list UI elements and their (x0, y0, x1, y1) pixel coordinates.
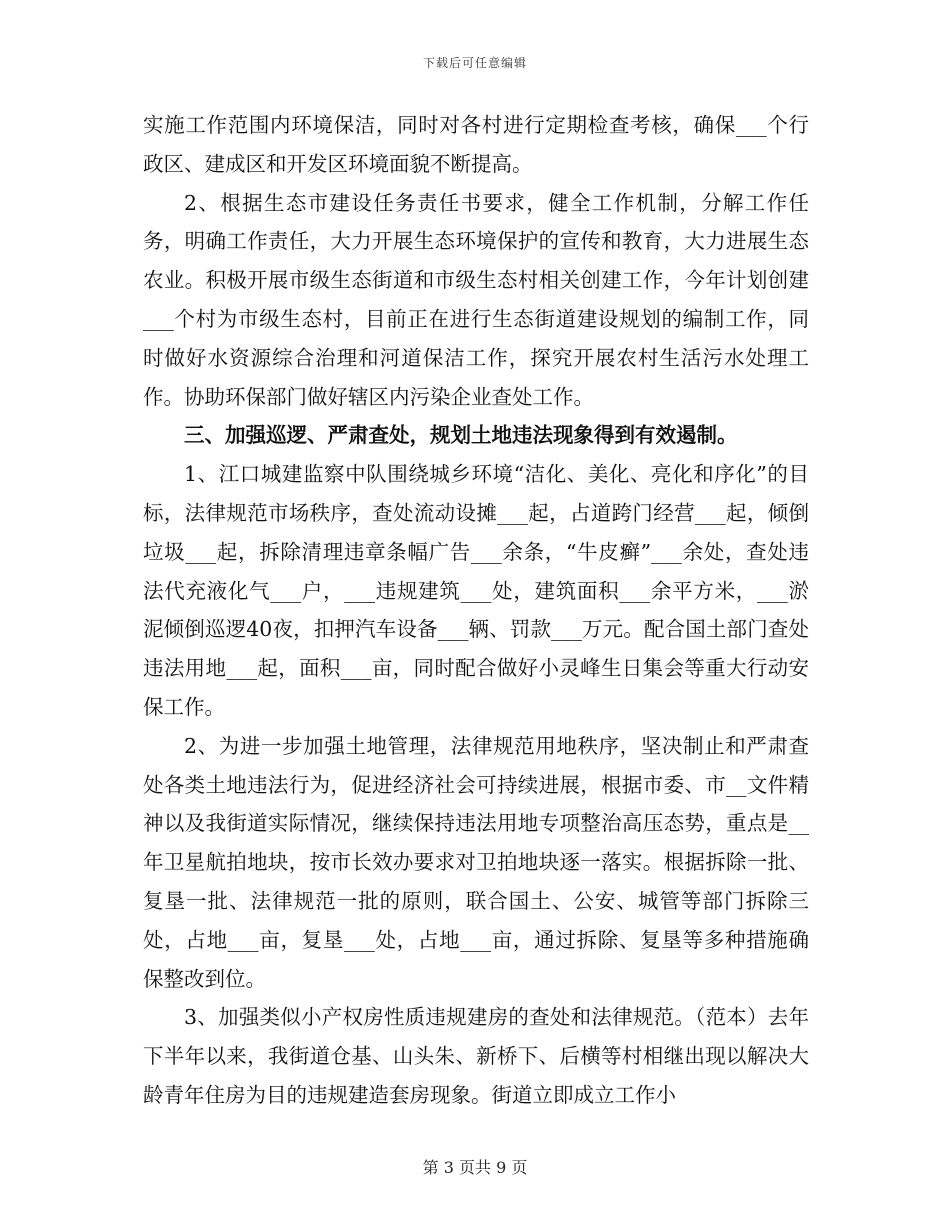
page-header: 下载后可任意编辑 (422, 56, 527, 70)
section-heading-three: 三、加强巡逻、严肃查处，规划土地违法现象得到有效遏制。 (184, 423, 738, 448)
paragraph-item-3-housing: 3、加强类似小产权房性质违规建房的查处和法律规范。（范本）去年下半年以来，我街道仓基、山头朱、新桥下、后横等村相继出现以解决大龄青年住房为目的违规建造套房现象。街道立即成立工作小 (143, 1005, 809, 1107)
paragraph-item-2-ecology: 2、根据生态市建设任务责任书要求，健全工作机制，分解工作任务，明确工作责任，大力开展生态环境保护的宣传和教育，大力进展生态农业。积极开展市级生态街道和市级生态村相关创建工作，今年计划创建___个村为市级生态村，目前正在进行生态街道建设规划的编制工作，同时做好水资源综合治理和河道保洁工作，探究开展农村生活污水处理工作。协助环保部门做好辖区内污染企业查处工作。 (143, 190, 809, 409)
page-number: 第 3 页共 9 页 (422, 1158, 528, 1177)
paragraph-continuation: 实施工作范围内环境保洁，同时对各村进行定期检查考核，确保___个行政区、建成区和开发区环境面貌不断提高。 (143, 113, 809, 176)
paragraph-item-2-land: 2、为进一步加强土地管理，法律规范用地秩序，坚决制止和严肃查处各类土地违法行为，促进经济社会可持续进展，根据市委、市__文件精神以及我街道实际情况，继续保持违法用地专项整治高压态势，重点是__年卫星航拍地块，按市长效办要求对卫拍地块逐一落实。根据拆除一批、复垦一批、法律规范一批的原则，联合国土、公安、城管等部门拆除三处，占地___亩，复垦___处，占地___亩，通过拆除、复垦等多种措施确保整改到位。 (143, 733, 809, 991)
paragraph-item-1-inspection: 1、江口城建监察中队围绕城乡环境“洁化、美化、亮化和序化”的目标，法律规范市场秩序，查处流动设摊___起，占道跨门经营___起，倾倒垃圾___起，拆除清理违章条幅广告___余条，“牛皮癣”___余处，查处违法代充液化气___户，___违规建筑___处，建筑面积___余平方米，___淤泥倾倒巡逻40夜，扣押汽车设备___辆、罚款___万元。配合国土部门查处违法用地___起，面积___亩，同时配合做好小灵峰生日集会等重大行动安保工作。 (143, 462, 809, 719)
document-body (143, 106, 809, 1115)
